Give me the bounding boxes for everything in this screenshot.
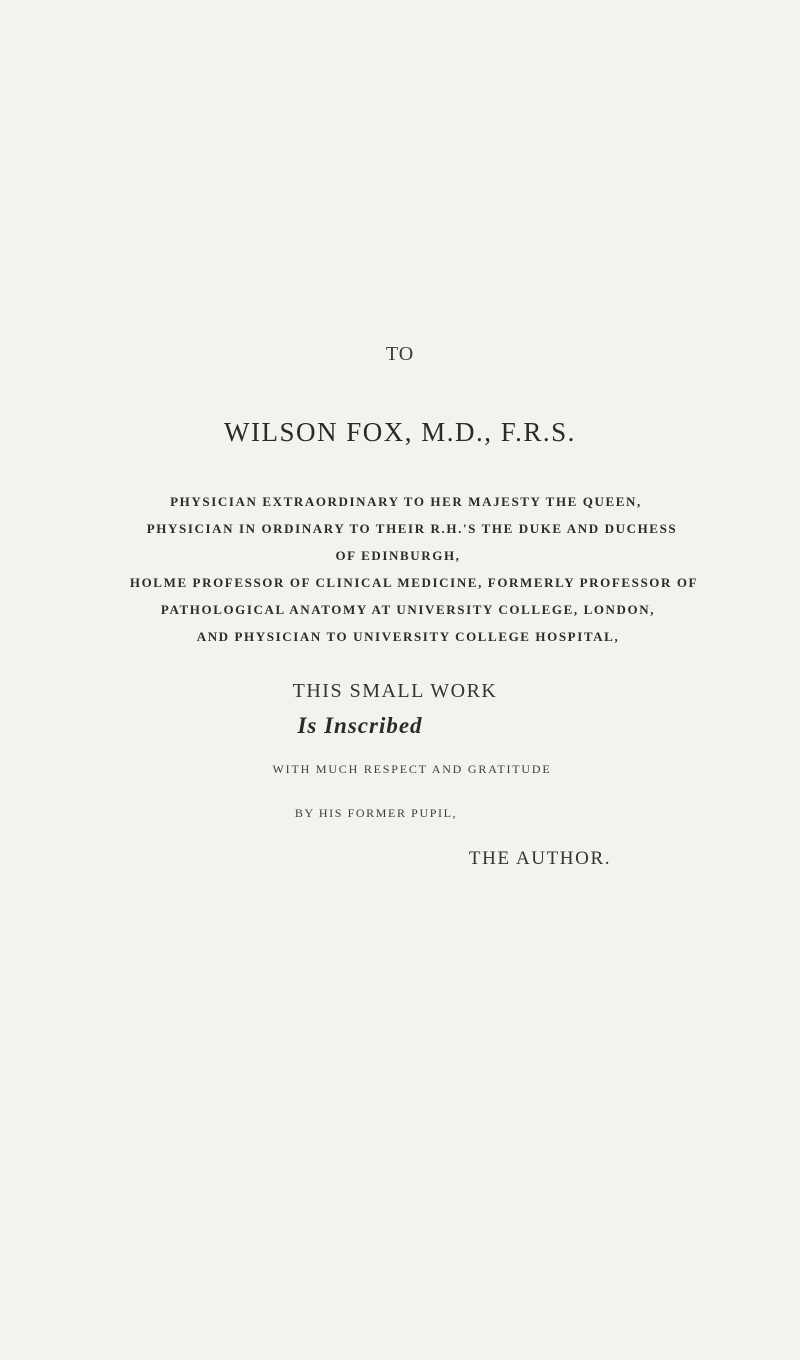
dedication-to: TO bbox=[385, 343, 415, 365]
this-small-work: THIS SMALL WORK bbox=[292, 680, 498, 702]
title-line-5: PATHOLOGICAL ANATOMY AT UNIVERSITY COLLEGE, LONDON, bbox=[160, 602, 656, 617]
title-line-1: PHYSICIAN EXTRAORDINARY TO HER MAJESTY THE QUEEN, bbox=[170, 494, 642, 509]
author-signature: THE AUTHOR. bbox=[468, 848, 612, 869]
title-line-2: PHYSICIAN IN ORDINARY TO THEIR R.H.'S THE DUKE AND DUCHESS bbox=[146, 521, 678, 536]
title-line-3: OF EDINBURGH, bbox=[335, 548, 461, 563]
is-inscribed: Is Inscribed bbox=[297, 713, 423, 738]
title-line-6: AND PHYSICIAN TO UNIVERSITY COLLEGE HOSPITAL, bbox=[196, 629, 620, 644]
dedicatee-name: WILSON FOX, M.D., F.R.S. bbox=[224, 417, 576, 447]
title-line-4: HOLME PROFESSOR OF CLINICAL MEDICINE, FORMERLY PROFESSOR OF bbox=[129, 575, 699, 590]
respect-line: WITH MUCH RESPECT AND GRATITUDE bbox=[272, 762, 552, 776]
pupil-line: BY HIS FORMER PUPIL, bbox=[294, 806, 458, 820]
